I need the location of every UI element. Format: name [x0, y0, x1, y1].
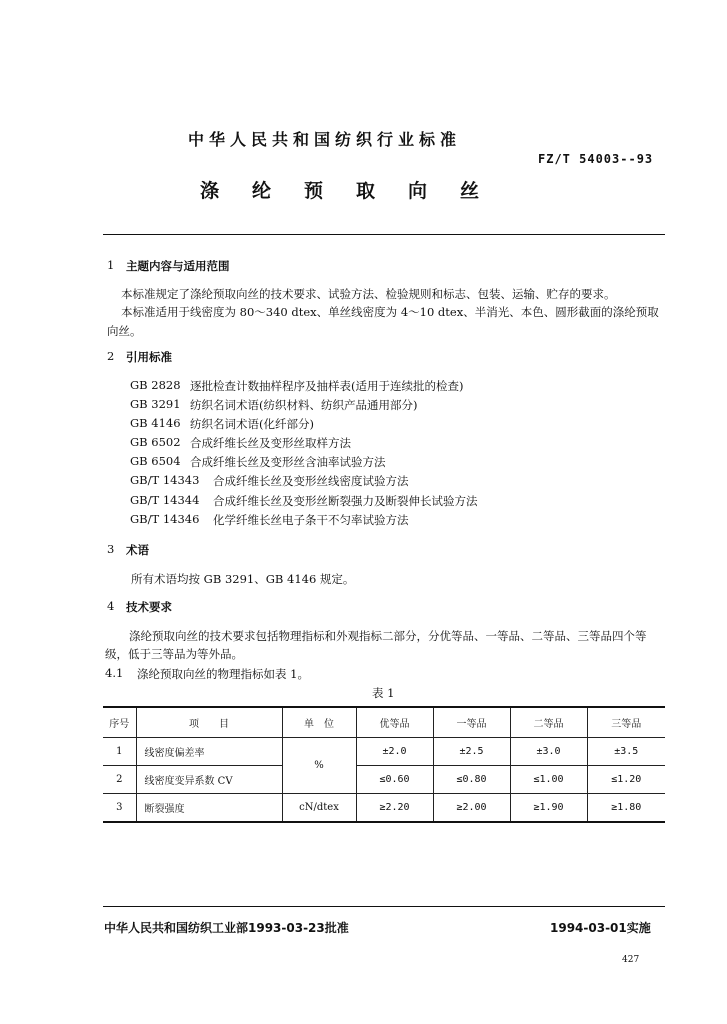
grade-value: ±2.0 — [356, 738, 433, 766]
reference-code: GB 4146 — [130, 416, 181, 430]
reference-code: GB 6502 — [130, 435, 181, 449]
table-row — [103, 794, 665, 823]
reference-name: 纺织名词术语(化纤部分) — [190, 417, 314, 431]
reference-code: GB/T 14344 — [130, 493, 200, 507]
column-header: 优等品 — [356, 707, 433, 738]
reference-name: 合成纤维长丝及变形丝线密度试验方法 — [213, 474, 409, 488]
reference-name: 纺织名词术语(纺织材料、纺织产品通用部分) — [190, 398, 418, 412]
section-1-paragraph-1: 本标准规定了涤纶预取向丝的技术要求、试验方法、检验规则和标志、包装、运输、贮存的要求。 — [121, 287, 616, 301]
physical-index-table — [103, 706, 665, 823]
section-1-paragraph-2: 本标准适用于线密度为 80～340 dtex、单丝线密度为 4～10 dtex、半消光、本色、圆形截面的涤纶预取向丝。 — [107, 305, 659, 338]
reference-name: 合成纤维长丝及变形丝含油率试验方法 — [190, 455, 386, 469]
grade-value: ±3.0 — [510, 738, 587, 766]
section-2-number: 2 — [107, 349, 115, 363]
approval-date: 中华人民共和国纺织工业部1993-03-23批准 — [104, 921, 349, 935]
section-1-number: 1 — [107, 258, 115, 272]
reference-code: GB/T 14343 — [130, 473, 200, 487]
grade-value: ±2.5 — [433, 738, 510, 766]
reference-code: GB 3291 — [130, 397, 181, 411]
grade-value: ≥2.20 — [356, 794, 433, 823]
section-4-paragraph: 涤纶预取向丝的技术要求包括物理指标和外观指标二部分，分优等品、一等品、二等品、三等品四个等级，低于三等品为等外品。 — [105, 629, 647, 661]
column-header: 三等品 — [587, 707, 665, 738]
section-4-number: 4 — [107, 599, 115, 613]
footer-rule — [103, 906, 665, 907]
unit-cell: % — [282, 738, 356, 794]
grade-value: ≤0.80 — [433, 766, 510, 794]
row-number: 1 — [103, 738, 136, 766]
item-name: 断裂强度 — [136, 794, 282, 823]
grade-value: ≤0.60 — [356, 766, 433, 794]
section-3-paragraph: 所有术语均按 GB 3291、GB 4146 规定。 — [131, 572, 355, 586]
column-header: 项 目 — [136, 707, 282, 738]
grade-value: ≤1.00 — [510, 766, 587, 794]
section-2-title: 引用标准 — [126, 350, 172, 364]
reference-code: GB/T 14346 — [130, 512, 200, 526]
reference-code: GB 6504 — [130, 454, 181, 468]
effective-date: 1994-03-01实施 — [550, 921, 651, 935]
section-1-title: 主题内容与适用范围 — [126, 259, 230, 273]
grade-value: ≥2.00 — [433, 794, 510, 823]
column-header: 序号 — [103, 707, 136, 738]
table-caption: 表 1 — [372, 686, 395, 700]
item-name: 线密度变异系数 CV — [136, 766, 282, 794]
section-4-title: 技术要求 — [126, 600, 172, 614]
grade-value: ≤1.20 — [587, 766, 665, 794]
grade-value: ±3.5 — [587, 738, 665, 766]
grade-value: ≥1.90 — [510, 794, 587, 823]
standard-title: 中华人民共和国纺织行业标准 — [188, 130, 462, 149]
reference-name: 合成纤维长丝及变形丝断裂强力及断裂伸长试验方法 — [213, 494, 478, 508]
section-3-number: 3 — [107, 542, 115, 556]
grade-value: ≥1.80 — [587, 794, 665, 823]
subsection-4-1-text: 涤纶预取向丝的物理指标如表 1。 — [137, 667, 309, 681]
section-3-title: 术语 — [126, 543, 149, 557]
header-rule — [103, 234, 665, 235]
column-header: 一等品 — [433, 707, 510, 738]
reference-name: 合成纤维长丝及变形丝取样方法 — [190, 436, 351, 450]
reference-name: 化学纤维长丝电子条干不匀率试验方法 — [213, 513, 409, 527]
subsection-4-1-number: 4.1 — [105, 666, 124, 680]
reference-name: 逐批检查计数抽样程序及抽样表(适用于连续批的检查) — [190, 379, 464, 393]
reference-code: GB 2828 — [130, 378, 181, 392]
item-name: 线密度偏差率 — [136, 738, 282, 766]
page-number: 427 — [622, 955, 640, 965]
standard-number: FZ/T 54003--93 — [538, 152, 654, 166]
unit-cell: cN/dtex — [282, 794, 356, 823]
table-row — [103, 738, 665, 766]
column-header: 二等品 — [510, 707, 587, 738]
row-number: 3 — [103, 794, 136, 823]
document-title: 涤纶预取向丝 — [200, 180, 513, 202]
column-header: 单 位 — [282, 707, 356, 738]
row-number: 2 — [103, 766, 136, 794]
table-row — [103, 766, 665, 794]
table-header-row — [103, 707, 665, 738]
